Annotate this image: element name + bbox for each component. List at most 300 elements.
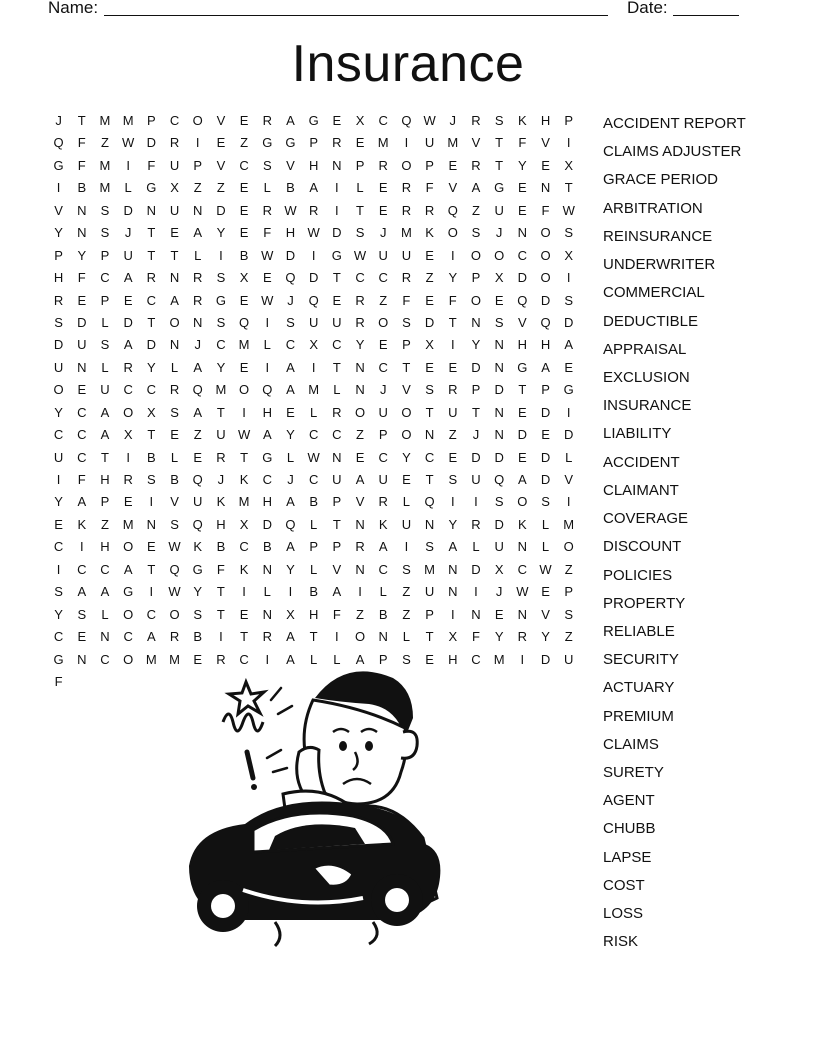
grid-letter[interactable]: R (471, 516, 481, 532)
grid-letter[interactable]: R (424, 202, 435, 218)
grid-letter[interactable]: U (424, 135, 435, 151)
grid-letter[interactable]: Q (192, 516, 203, 532)
grid-letter[interactable]: U (332, 314, 342, 330)
grid-letter[interactable]: U (471, 472, 481, 487)
grid-letter[interactable]: U (100, 382, 110, 398)
grid-letter[interactable]: I (265, 314, 270, 330)
grid-letter[interactable]: V (541, 606, 550, 622)
grid-letter[interactable]: J (217, 472, 225, 487)
grid-letter[interactable]: A (100, 584, 110, 600)
grid-letter[interactable]: N (494, 359, 504, 375)
grid-letter[interactable]: Y (77, 247, 87, 263)
grid-letter[interactable]: W (237, 427, 251, 443)
grid-letter[interactable]: G (285, 135, 296, 151)
grid-letter[interactable]: Q (447, 202, 458, 218)
grid-letter[interactable]: I (335, 180, 339, 196)
grid-letter[interactable]: C (146, 292, 157, 308)
grid-letter[interactable]: B (170, 472, 179, 487)
grid-letter[interactable]: Z (379, 292, 388, 308)
grid-letter[interactable]: I (242, 584, 246, 600)
grid-letter[interactable]: S (471, 225, 481, 241)
grid-letter[interactable]: S (54, 314, 63, 330)
grid-letter[interactable]: P (471, 382, 481, 398)
grid-letter[interactable]: H (540, 337, 551, 353)
grid-letter[interactable]: T (147, 247, 156, 263)
grid-letter[interactable]: R (262, 202, 272, 218)
grid-letter[interactable]: R (517, 629, 528, 645)
grid-letter[interactable]: E (425, 651, 434, 667)
grid-letter[interactable]: A (378, 539, 388, 555)
grid-letter[interactable]: D (517, 427, 528, 443)
grid-letter[interactable]: Z (100, 516, 109, 532)
grid-letter[interactable]: K (239, 561, 249, 577)
grid-letter[interactable]: U (448, 404, 458, 420)
grid-letter[interactable]: R (471, 157, 481, 173)
grid-letter[interactable]: O (470, 292, 482, 308)
grid-letter[interactable]: U (401, 247, 412, 263)
grid-letter[interactable]: E (239, 606, 249, 622)
grid-letter[interactable]: A (193, 225, 203, 241)
grid-letter[interactable]: M (99, 180, 111, 196)
grid-letter[interactable]: I (265, 359, 270, 375)
grid-letter[interactable]: F (471, 629, 480, 645)
grid-letter[interactable]: C (77, 449, 87, 465)
grid-letter[interactable]: N (448, 584, 458, 600)
grid-letter[interactable]: X (355, 113, 365, 128)
grid-letter[interactable]: I (566, 404, 571, 420)
grid-letter[interactable]: Z (216, 180, 225, 196)
grid-letter[interactable]: L (101, 359, 109, 375)
grid-letter[interactable]: N (262, 606, 272, 622)
grid-letter[interactable]: O (123, 606, 134, 622)
grid-letter[interactable]: A (448, 539, 458, 555)
grid-letter[interactable]: M (563, 516, 575, 532)
grid-letter[interactable]: I (56, 180, 61, 196)
grid-letter[interactable]: O (447, 225, 458, 241)
grid-letter[interactable]: E (425, 292, 434, 308)
grid-letter[interactable]: R (216, 449, 226, 465)
grid-letter[interactable]: W (562, 202, 575, 218)
grid-letter[interactable]: K (425, 225, 434, 241)
grid-letter[interactable]: A (286, 539, 295, 555)
grid-letter[interactable]: O (169, 606, 180, 622)
grid-letter[interactable]: R (193, 292, 203, 308)
grid-letter[interactable]: K (518, 516, 527, 532)
grid-letter[interactable]: O (239, 382, 250, 398)
grid-letter[interactable]: T (100, 449, 109, 465)
grid-letter[interactable]: M (493, 651, 505, 667)
grid-letter[interactable]: P (425, 157, 434, 173)
grid-letter[interactable]: N (448, 561, 458, 577)
grid-letter[interactable]: L (263, 584, 271, 600)
grid-letter[interactable]: L (541, 516, 550, 532)
grid-letter[interactable]: S (425, 539, 434, 555)
grid-letter[interactable]: I (450, 606, 455, 622)
grid-letter[interactable]: O (123, 539, 134, 555)
grid-letter[interactable]: F (541, 202, 550, 218)
grid-letter[interactable]: L (310, 651, 318, 667)
grid-letter[interactable]: A (100, 427, 110, 443)
grid-letter[interactable]: E (239, 113, 249, 128)
grid-letter[interactable]: Q (192, 472, 203, 487)
grid-letter[interactable]: O (540, 225, 551, 241)
grid-letter[interactable]: E (239, 359, 249, 375)
grid-letter[interactable]: C (424, 449, 435, 465)
grid-letter[interactable]: C (378, 561, 388, 577)
grid-letter[interactable]: A (262, 427, 272, 443)
grid-letter[interactable]: F (147, 157, 156, 173)
grid-letter[interactable]: M (99, 113, 111, 128)
grid-letter[interactable]: V (216, 113, 226, 128)
grid-letter[interactable]: O (123, 651, 134, 667)
grid-letter[interactable]: N (193, 314, 203, 330)
grid-letter[interactable]: H (262, 404, 272, 420)
grid-letter[interactable]: O (123, 404, 134, 420)
grid-letter[interactable]: E (494, 606, 504, 622)
grid-letter[interactable]: W (307, 225, 320, 241)
grid-letter[interactable]: T (147, 561, 156, 577)
grid-letter[interactable]: S (100, 225, 110, 241)
grid-letter[interactable]: S (100, 202, 110, 218)
grid-letter[interactable]: C (53, 539, 64, 555)
grid-letter[interactable]: C (378, 449, 388, 465)
grid-letter[interactable]: X (239, 270, 249, 286)
grid-letter[interactable]: D (262, 516, 272, 532)
grid-letter[interactable]: C (123, 629, 133, 645)
grid-letter[interactable]: L (356, 180, 364, 196)
grid-letter[interactable]: L (333, 382, 341, 398)
grid-letter[interactable]: I (474, 584, 478, 600)
grid-letter[interactable]: O (378, 314, 389, 330)
grid-letter[interactable]: O (53, 382, 64, 398)
grid-letter[interactable]: E (77, 629, 87, 645)
grid-letter[interactable]: X (564, 157, 574, 173)
grid-letter[interactable]: E (541, 427, 550, 443)
grid-letter[interactable]: T (471, 404, 480, 420)
grid-letter[interactable]: C (355, 270, 365, 286)
grid-letter[interactable]: E (378, 202, 388, 218)
grid-letter[interactable]: A (541, 359, 550, 375)
grid-letter[interactable]: E (239, 202, 249, 218)
grid-letter[interactable]: A (286, 359, 295, 375)
grid-letter[interactable]: P (100, 494, 110, 510)
grid-letter[interactable]: M (238, 494, 250, 510)
grid-letter[interactable]: Y (355, 337, 365, 353)
grid-letter[interactable]: D (564, 427, 574, 443)
grid-letter[interactable]: P (332, 539, 342, 555)
grid-letter[interactable]: S (494, 113, 504, 128)
grid-letter[interactable]: E (262, 270, 272, 286)
grid-letter[interactable]: L (263, 337, 271, 353)
grid-letter[interactable]: T (216, 606, 225, 622)
grid-letter[interactable]: M (215, 382, 227, 398)
grid-letter[interactable]: T (495, 135, 504, 151)
grid-letter[interactable]: A (100, 404, 110, 420)
grid-letter[interactable]: J (379, 225, 387, 241)
grid-letter[interactable]: R (123, 472, 133, 487)
grid-letter[interactable]: L (402, 629, 411, 645)
grid-letter[interactable]: N (471, 606, 481, 622)
grid-letter[interactable]: C (378, 113, 388, 128)
grid-letter[interactable]: I (149, 584, 154, 600)
grid-letter[interactable]: M (99, 157, 111, 173)
grid-letter[interactable]: U (308, 314, 319, 330)
grid-letter[interactable]: Y (54, 225, 63, 241)
grid-letter[interactable]: A (332, 584, 342, 600)
grid-letter[interactable]: Q (285, 516, 296, 532)
grid-letter[interactable]: R (193, 270, 203, 286)
grid-letter[interactable]: S (541, 494, 550, 510)
grid-letter[interactable]: E (378, 180, 388, 196)
grid-letter[interactable]: C (146, 606, 157, 622)
grid-letter[interactable]: U (53, 359, 64, 375)
grid-letter[interactable]: Q (540, 314, 551, 330)
grid-letter[interactable]: L (101, 606, 109, 622)
grid-letter[interactable]: B (77, 180, 87, 196)
grid-letter[interactable]: V (564, 472, 574, 487)
grid-letter[interactable]: E (332, 292, 342, 308)
grid-letter[interactable]: E (425, 247, 434, 263)
grid-letter[interactable]: R (169, 629, 180, 645)
grid-letter[interactable]: D (424, 314, 435, 330)
grid-letter[interactable]: I (149, 494, 154, 510)
grid-letter[interactable]: C (471, 651, 481, 667)
grid-letter[interactable]: C (239, 651, 249, 667)
grid-letter[interactable]: E (518, 449, 527, 465)
grid-letter[interactable]: L (310, 561, 318, 577)
grid-letter[interactable]: Z (402, 606, 411, 622)
grid-letter[interactable]: C (100, 270, 110, 286)
grid-letter[interactable]: Z (448, 427, 457, 443)
grid-letter[interactable]: D (471, 359, 481, 375)
grid-letter[interactable]: S (564, 292, 574, 308)
grid-letter[interactable]: T (170, 247, 179, 263)
grid-letter[interactable]: H (262, 494, 272, 510)
grid-letter[interactable]: T (425, 472, 434, 487)
grid-letter[interactable]: N (100, 629, 110, 645)
grid-letter[interactable]: P (309, 539, 318, 555)
grid-letter[interactable]: J (379, 382, 387, 398)
grid-letter[interactable]: D (332, 225, 342, 241)
grid-letter[interactable]: O (401, 404, 412, 420)
grid-letter[interactable]: D (494, 516, 504, 532)
grid-letter[interactable]: N (517, 606, 528, 622)
grid-letter[interactable]: G (563, 382, 574, 398)
grid-letter[interactable]: E (448, 157, 458, 173)
grid-letter[interactable]: C (77, 404, 87, 420)
grid-letter[interactable]: S (216, 314, 226, 330)
grid-letter[interactable]: S (216, 270, 226, 286)
grid-letter[interactable]: V (216, 157, 226, 173)
grid-letter[interactable]: R (471, 113, 481, 128)
grid-letter[interactable]: M (122, 113, 134, 128)
grid-letter[interactable]: E (123, 292, 133, 308)
grid-letter[interactable]: A (309, 180, 318, 196)
grid-letter[interactable]: S (402, 314, 411, 330)
grid-letter[interactable]: N (332, 449, 342, 465)
grid-letter[interactable]: Z (402, 584, 411, 600)
grid-letter[interactable]: R (378, 157, 388, 173)
grid-letter[interactable]: E (77, 292, 87, 308)
grid-letter[interactable]: T (495, 157, 504, 173)
grid-letter[interactable]: P (100, 247, 110, 263)
grid-letter[interactable]: P (378, 651, 388, 667)
grid-letter[interactable]: I (219, 247, 223, 263)
grid-letter[interactable]: D (308, 270, 319, 286)
grid-letter[interactable]: Y (286, 561, 295, 577)
grid-letter[interactable]: H (285, 225, 296, 241)
grid-letter[interactable]: U (378, 472, 388, 487)
grid-letter[interactable]: S (147, 472, 156, 487)
grid-letter[interactable]: T (356, 202, 364, 218)
grid-letter[interactable]: V (402, 382, 411, 398)
grid-letter[interactable]: P (425, 606, 434, 622)
grid-letter[interactable]: T (216, 404, 225, 420)
grid-letter[interactable]: N (262, 561, 272, 577)
grid-letter[interactable]: J (124, 225, 132, 241)
grid-letter[interactable]: A (193, 404, 203, 420)
grid-letter[interactable]: L (286, 449, 295, 465)
grid-letter[interactable]: H (216, 516, 226, 532)
grid-letter[interactable]: O (540, 247, 551, 263)
grid-letter[interactable]: S (100, 337, 110, 353)
grid-letter[interactable]: B (216, 539, 226, 555)
grid-letter[interactable]: I (242, 404, 246, 420)
grid-letter[interactable]: L (472, 539, 480, 555)
grid-letter[interactable]: O (401, 427, 412, 443)
grid-letter[interactable]: I (219, 629, 223, 645)
grid-letter[interactable]: D (77, 314, 87, 330)
grid-letter[interactable]: O (470, 247, 482, 263)
grid-letter[interactable]: C (53, 629, 64, 645)
grid-letter[interactable]: N (146, 202, 157, 218)
grid-letter[interactable]: Z (356, 606, 364, 622)
grid-letter[interactable]: D (123, 202, 133, 218)
grid-letter[interactable]: Y (494, 629, 504, 645)
grid-letter[interactable]: V (286, 157, 295, 173)
grid-letter[interactable]: R (308, 202, 319, 218)
grid-letter[interactable]: S (425, 382, 434, 398)
grid-letter[interactable]: X (123, 427, 133, 443)
grid-letter[interactable]: N (424, 516, 435, 532)
grid-letter[interactable]: D (53, 337, 64, 353)
grid-letter[interactable]: B (286, 180, 295, 196)
grid-letter[interactable]: I (56, 472, 61, 487)
grid-letter[interactable]: L (541, 539, 550, 555)
grid-letter[interactable]: Q (262, 382, 273, 398)
grid-letter[interactable]: N (146, 516, 157, 532)
grid-letter[interactable]: X (494, 561, 504, 577)
grid-letter[interactable]: A (471, 180, 481, 196)
grid-letter[interactable]: C (378, 270, 388, 286)
grid-letter[interactable]: N (77, 651, 87, 667)
grid-letter[interactable]: I (404, 135, 409, 151)
grid-letter[interactable]: F (263, 225, 272, 241)
grid-letter[interactable]: Y (54, 606, 63, 622)
grid-letter[interactable]: X (286, 606, 295, 622)
grid-letter[interactable]: U (378, 404, 388, 420)
grid-letter[interactable]: L (310, 516, 318, 532)
grid-letter[interactable]: I (566, 270, 571, 286)
grid-letter[interactable]: N (355, 561, 365, 577)
grid-letter[interactable]: E (193, 651, 203, 667)
grid-letter[interactable]: C (216, 337, 226, 353)
grid-letter[interactable]: P (541, 382, 550, 398)
grid-letter[interactable]: K (216, 494, 226, 510)
grid-letter[interactable]: G (494, 180, 505, 196)
grid-letter[interactable]: C (239, 539, 249, 555)
grid-letter[interactable]: N (169, 270, 180, 286)
grid-letter[interactable]: U (53, 449, 64, 465)
grid-letter[interactable]: E (541, 157, 550, 173)
grid-letter[interactable]: Y (216, 359, 226, 375)
grid-letter[interactable]: C (146, 382, 157, 398)
grid-letter[interactable]: P (355, 157, 365, 173)
grid-letter[interactable]: Y (448, 516, 458, 532)
grid-letter[interactable]: I (79, 539, 84, 555)
grid-letter[interactable]: C (77, 561, 87, 577)
grid-letter[interactable]: W (539, 561, 552, 577)
grid-letter[interactable]: G (517, 359, 528, 375)
grid-letter[interactable]: J (449, 113, 457, 128)
grid-letter[interactable]: A (123, 561, 133, 577)
grid-letter[interactable]: P (564, 584, 574, 600)
grid-letter[interactable]: Z (471, 202, 480, 218)
grid-letter[interactable]: R (169, 382, 180, 398)
grid-letter[interactable]: U (424, 584, 435, 600)
grid-letter[interactable]: V (448, 180, 458, 196)
grid-letter[interactable]: S (564, 225, 574, 241)
grid-letter[interactable]: N (355, 382, 365, 398)
grid-letter[interactable]: H (308, 157, 319, 173)
grid-letter[interactable]: V (54, 202, 63, 218)
grid-letter[interactable]: I (404, 539, 409, 555)
grid-letter[interactable]: E (170, 427, 179, 443)
grid-letter[interactable]: E (518, 202, 527, 218)
grid-letter[interactable]: Z (425, 270, 434, 286)
grid-letter[interactable]: A (147, 629, 156, 645)
grid-letter[interactable]: E (54, 516, 63, 532)
grid-letter[interactable]: I (126, 157, 130, 173)
grid-letter[interactable]: U (564, 651, 574, 667)
grid-letter[interactable]: R (355, 539, 365, 555)
grid-letter[interactable]: M (238, 337, 250, 353)
grid-letter[interactable]: U (193, 494, 203, 510)
grid-letter[interactable]: N (193, 202, 203, 218)
grid-letter[interactable]: I (265, 651, 270, 667)
grid-letter[interactable]: M (400, 225, 412, 241)
grid-letter[interactable]: I (566, 494, 571, 510)
grid-letter[interactable]: U (494, 202, 504, 218)
grid-letter[interactable]: T (332, 516, 341, 532)
grid-letter[interactable]: M (122, 516, 134, 532)
grid-letter[interactable]: Y (147, 359, 156, 375)
grid-letter[interactable]: A (286, 494, 295, 510)
grid-letter[interactable]: E (123, 494, 133, 510)
grid-letter[interactable]: V (170, 494, 179, 510)
grid-letter[interactable]: D (540, 404, 551, 420)
grid-letter[interactable]: A (77, 494, 87, 510)
grid-letter[interactable]: C (169, 113, 180, 128)
grid-letter[interactable]: Y (448, 270, 458, 286)
grid-letter[interactable]: L (170, 359, 179, 375)
grid-letter[interactable]: S (286, 314, 295, 330)
grid-letter[interactable]: N (517, 539, 528, 555)
grid-letter[interactable]: K (378, 516, 388, 532)
grid-letter[interactable]: F (425, 180, 434, 196)
grid-letter[interactable]: F (518, 135, 527, 151)
grid-letter[interactable]: X (425, 337, 434, 353)
